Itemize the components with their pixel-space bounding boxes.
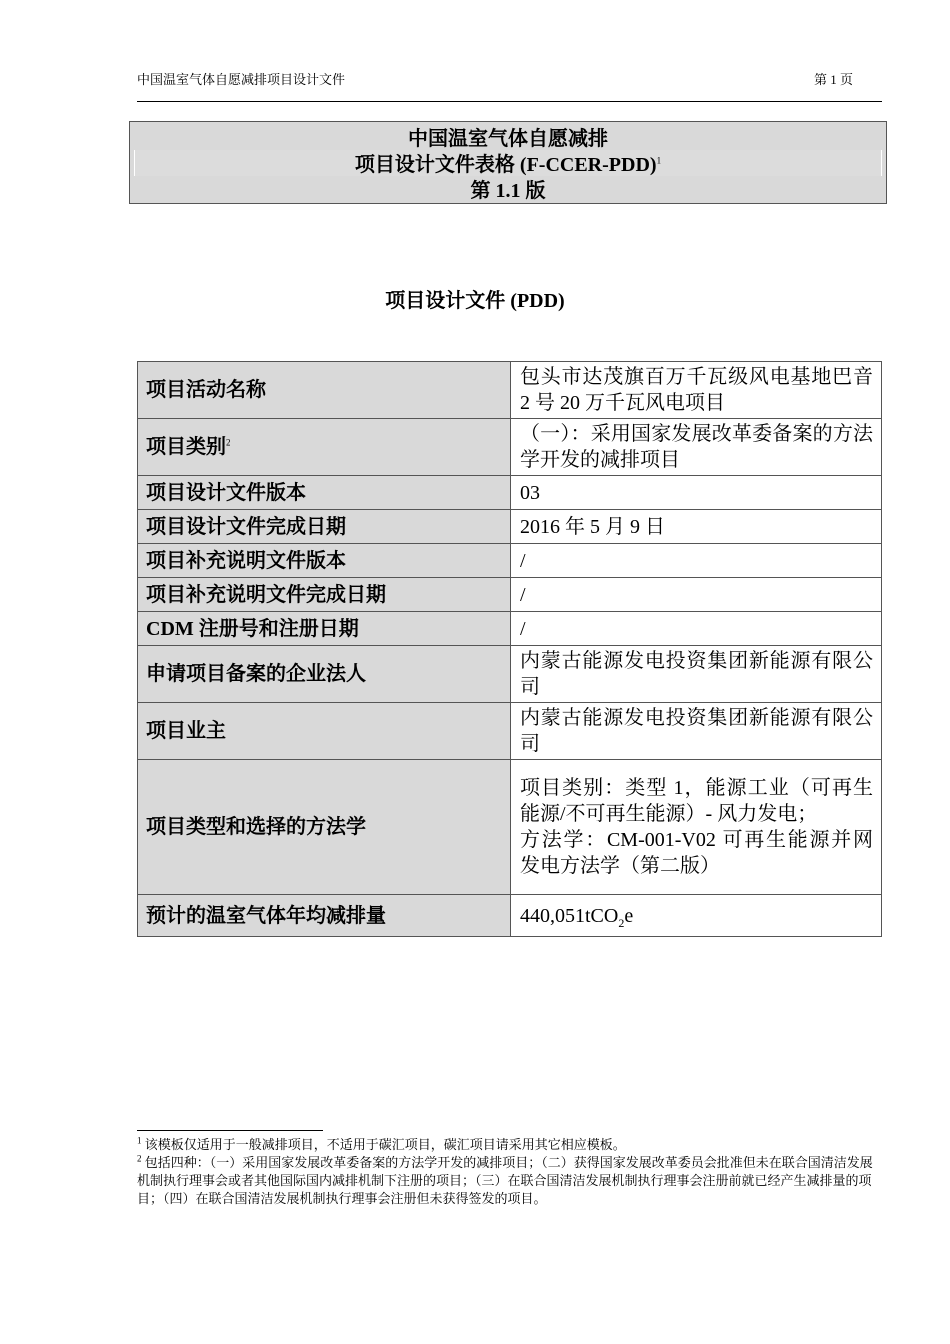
row-value (511, 760, 882, 895)
row-label: 项目设计文件版本 (138, 476, 511, 510)
row-value: / (511, 544, 882, 578)
project-category-text: 项目类别：类型 1，能源工业（可再生能源/不可再生能源）- 风力发电； (520, 777, 873, 825)
document-title: 项目设计文件 (PDD) (385, 290, 565, 312)
form-title-text: 项目设计文件表格 (F-CCER-PDD) (354, 154, 657, 176)
footnote-1 (137, 1136, 882, 1154)
row-value: （一）：采用国家发展改革委备案的方法学开发的减排项目 (511, 419, 882, 476)
row-value: 内蒙古能源发电投资集团新能源有限公司 (511, 646, 882, 703)
emission-subscript: 2 (618, 915, 625, 930)
table-row (138, 510, 882, 544)
row-label: 预计的温室气体年均减排量 (138, 895, 511, 937)
row-value: 内蒙古能源发电投资集团新能源有限公司 (511, 703, 882, 760)
row-value: / (511, 578, 882, 612)
header-divider (137, 101, 882, 102)
footnote-mark-2: 2 (137, 1153, 142, 1164)
header-document-name: 中国温室气体自愿减排项目设计文件 (137, 72, 346, 87)
row-value (511, 895, 882, 937)
form-title-line-2 (130, 152, 886, 178)
emission-value: 440,051tCO (520, 904, 619, 927)
footnote-2 (137, 1154, 882, 1208)
row-label: 项目补充说明文件版本 (138, 544, 511, 578)
table-row (138, 646, 882, 703)
project-info-table (137, 361, 882, 937)
row-label: 项目补充说明文件完成日期 (138, 578, 511, 612)
row-label-text: 项目类别 (146, 436, 226, 458)
row-value: / (511, 612, 882, 646)
row-label: 项目业主 (138, 703, 511, 760)
form-title-line-1: 中国温室气体自愿减排 (408, 128, 608, 150)
footnote-1-text: 该模板仅适用于一般减排项目，不适用于碳汇项目，碳汇项目请采用其它相应模板。 (144, 1137, 626, 1152)
table-row (138, 362, 882, 419)
emission-suffix: e (624, 904, 634, 927)
footnote-separator (137, 1130, 323, 1131)
table-row (138, 476, 882, 510)
footnotes (137, 1136, 882, 1208)
footnote-ref-1: 1 (656, 155, 662, 166)
form-title-box (129, 121, 887, 204)
header-page-number: 第 1 页 (814, 72, 854, 87)
footnote-mark-1: 1 (137, 1135, 142, 1146)
table-row (138, 895, 882, 937)
footnote-2-text: 包括四种：（一）采用国家发展改革委备案的方法学开发的减排项目；（二）获得国家发展改革委员会批准但未在联合国清洁发展机制执行理事会或者其他国际国内减排机制下注册的项目；（三）在联合国清洁发展机制执行理事会注册前就已经产生减排量的项目；（四）在联合国清洁发展机制执行理事会注册但未获得签发的项目。 (137, 1155, 873, 1206)
row-label (138, 419, 511, 476)
row-label: CDM 注册号和注册日期 (138, 612, 511, 646)
row-value: 包头市达茂旗百万千瓦级风电基地巴音 2 号 20 万千瓦风电项目 (511, 362, 882, 419)
table-row (138, 703, 882, 760)
form-version: 第 1.1 版 (470, 180, 546, 202)
table-row (138, 612, 882, 646)
row-label: 项目活动名称 (138, 362, 511, 419)
table-row (138, 578, 882, 612)
table-row (138, 544, 882, 578)
row-label: 申请项目备案的企业法人 (138, 646, 511, 703)
row-value: 03 (511, 476, 882, 510)
table-row (138, 760, 882, 895)
methodology-text: 方法学：CM-001-V02 可再生能源并网发电方法学（第二版） (520, 829, 873, 877)
table-row (138, 419, 882, 476)
row-label: 项目设计文件完成日期 (138, 510, 511, 544)
footnote-ref-2: 2 (226, 437, 231, 448)
row-label: 项目类型和选择的方法学 (138, 760, 511, 895)
row-value: 2016 年 5 月 9 日 (511, 510, 882, 544)
